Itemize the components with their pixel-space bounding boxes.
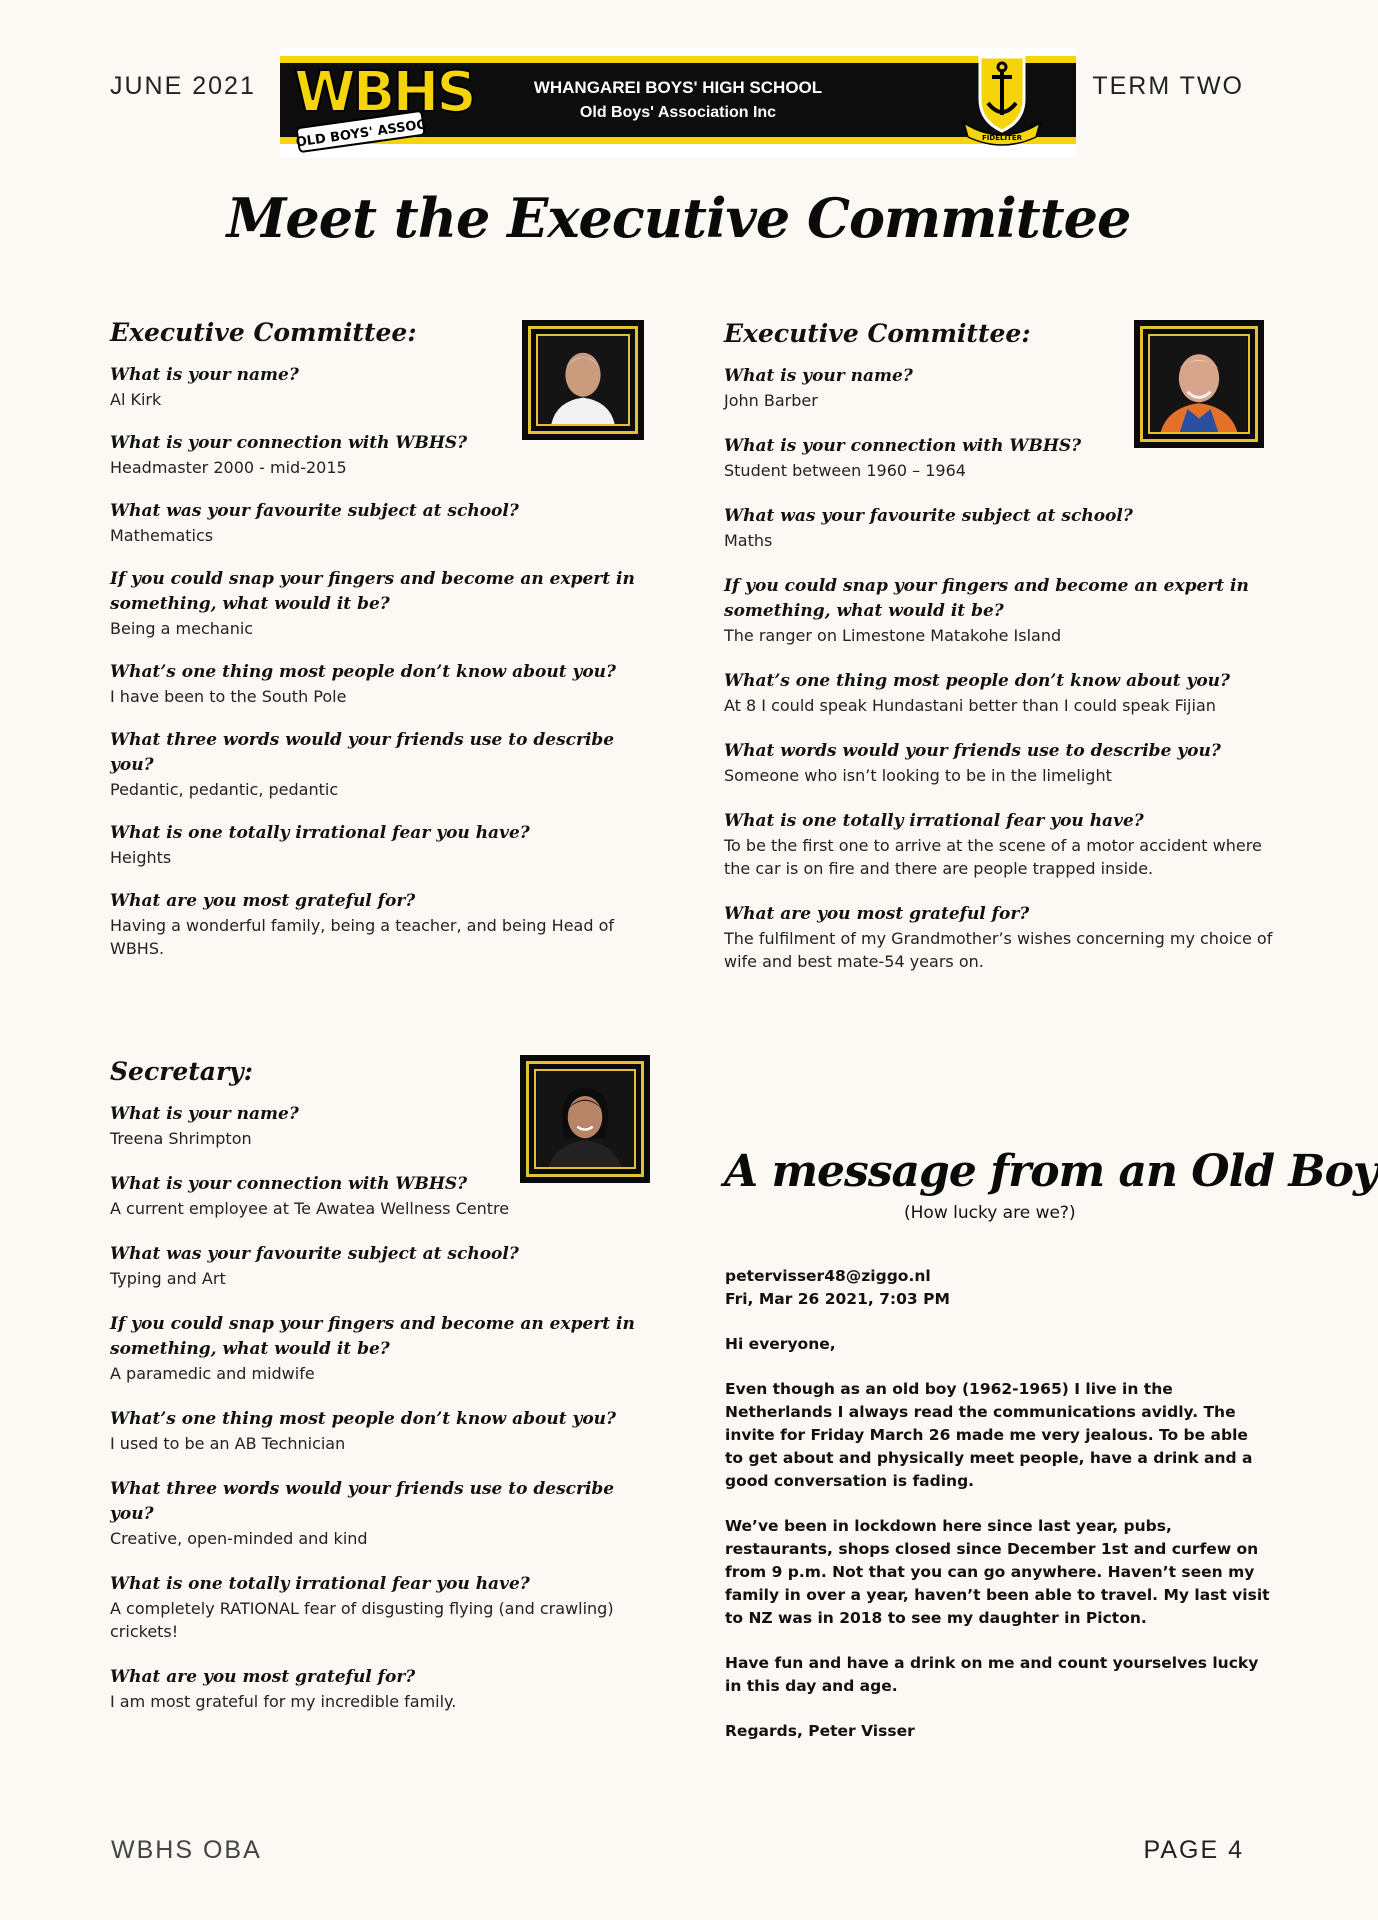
- question: What’s one thing most people don’t know about you?: [724, 671, 1230, 691]
- qa-item: [724, 809, 1274, 880]
- answer: I am most grateful for my incredible family.: [110, 1692, 457, 1711]
- question: What is your connection with WBHS?: [110, 433, 468, 453]
- issue-date: JUNE 2021: [110, 72, 256, 100]
- question: What three words would your friends use to describe you?: [110, 1479, 615, 1524]
- question: What are you most grateful for?: [110, 1667, 416, 1687]
- section-heading: Executive Committee:: [110, 318, 417, 347]
- answer: Typing and Art: [110, 1269, 226, 1288]
- qa-item: [110, 1242, 650, 1290]
- question: What is your name?: [724, 366, 913, 386]
- email-sender: petervisser48@ziggo.nl: [725, 1267, 931, 1285]
- qa-item: [110, 821, 640, 869]
- answer: Heights: [110, 848, 172, 867]
- answer: Mathematics: [110, 526, 214, 545]
- issue-term: TERM TWO: [1092, 72, 1244, 100]
- qa-item: [724, 902, 1274, 973]
- answer: John Barber: [724, 391, 818, 410]
- answer: Al Kirk: [110, 390, 162, 409]
- question: What’s one thing most people don’t know about you?: [110, 1409, 616, 1429]
- crest-motto: FIDELITER: [982, 134, 1022, 142]
- question: What was your favourite subject at school?: [724, 506, 1133, 526]
- email-paragraph: Have fun and have a drink on me and count yourselves lucky in this day and age.: [725, 1654, 1259, 1695]
- question: What words would your friends use to describe you?: [724, 741, 1221, 761]
- answer: Treena Shrimpton: [110, 1129, 252, 1148]
- email-message: [725, 1265, 1270, 1765]
- question: What was your favourite subject at school?: [110, 501, 519, 521]
- answer: Someone who isn’t looking to be in the limelight: [724, 766, 1112, 785]
- email-greeting: Hi everyone,: [725, 1335, 836, 1353]
- answer: Maths: [724, 531, 773, 550]
- logo-text: WBHS: [294, 60, 474, 125]
- answer: To be the first one to arrive at the scene of a motor accident where the car is on fire and there are people trapped inside.: [724, 836, 1262, 878]
- qa-item: [724, 669, 1274, 717]
- answer: The fulfilment of my Grandmother’s wishes concerning my choice of wife and best mate-54 years on.: [724, 929, 1273, 971]
- email-paragraph: We’ve been in lockdown here since last year, pubs, restaurants, shops closed since December 1st and curfew on from 9 p.m. Not that you can go anywhere. Haven’t seen my family in over a year, haven’t been able to travel. My last visit to NZ was in 2018 to see my daughter in Picton.: [725, 1517, 1270, 1627]
- question: If you could snap your fingers and become an expert in something, what would it be?: [110, 569, 635, 614]
- person-photo-icon: [1150, 336, 1248, 432]
- question: What is your connection with WBHS?: [110, 1174, 468, 1194]
- section-heading: Secretary:: [110, 1057, 253, 1086]
- answer: At 8 I could speak Hundastani better than I could speak Fijian: [724, 696, 1216, 715]
- answer: A current employee at Te Awatea Wellness Centre: [110, 1199, 510, 1218]
- question: What is one totally irrational fear you have?: [110, 823, 530, 843]
- portrait-treena-shrimpton: [520, 1055, 650, 1183]
- answer: Having a wonderful family, being a teacher, and being Head of WBHS.: [110, 916, 615, 958]
- question: What is one totally irrational fear you have?: [110, 1574, 530, 1594]
- message-title: A message from an Old Boy: [724, 1146, 1378, 1197]
- question: What is your connection with WBHS?: [724, 436, 1082, 456]
- qa-item: [724, 739, 1274, 787]
- qa-item: [724, 504, 1274, 552]
- page-title: Meet the Executive Committee: [226, 186, 1131, 250]
- qa-item: [110, 660, 640, 708]
- question: What is your name?: [110, 365, 299, 385]
- answer: The ranger on Limestone Matakohe Island: [724, 626, 1062, 645]
- school-crest-icon: [952, 49, 1052, 149]
- question: If you could snap your fingers and become an expert in something, what would it be?: [724, 576, 1249, 621]
- question: What was your favourite subject at school?: [110, 1244, 519, 1264]
- qa-item: [724, 574, 1274, 647]
- qa-item: [110, 1312, 650, 1385]
- qa-item: [110, 567, 640, 640]
- email-date: Fri, Mar 26 2021, 7:03 PM: [725, 1290, 950, 1308]
- email-signoff: Regards, Peter Visser: [725, 1722, 915, 1740]
- banner-school-name: WHANGAREI BOYS' HIGH SCHOOL: [533, 78, 823, 97]
- qa-item: [110, 728, 640, 801]
- page-number: PAGE 4: [1143, 1836, 1244, 1864]
- banner-association-name: Old Boys' Association Inc: [579, 104, 777, 121]
- answer: Headmaster 2000 - mid-2015: [110, 458, 347, 477]
- portrait-john-barber: [1134, 320, 1264, 448]
- question: What’s one thing most people don’t know about you?: [110, 662, 616, 682]
- answer: A paramedic and midwife: [110, 1364, 315, 1383]
- answer: I used to be an AB Technician: [110, 1434, 346, 1453]
- answer: A completely RATIONAL fear of disgusting flying (and crawling) crickets!: [110, 1599, 614, 1641]
- answer: Student between 1960 – 1964: [724, 461, 966, 480]
- message-subtitle: (How lucky are we?): [904, 1203, 1076, 1223]
- question: If you could snap your fingers and become an expert in something, what would it be?: [110, 1314, 635, 1359]
- answer: Creative, open-minded and kind: [110, 1529, 368, 1548]
- qa-item: [110, 499, 640, 547]
- answer: Pedantic, pedantic, pedantic: [110, 780, 339, 799]
- question: What three words would your friends use to describe you?: [110, 730, 615, 775]
- qa-item: [110, 1407, 650, 1455]
- question: What is one totally irrational fear you have?: [724, 811, 1144, 831]
- question: What are you most grateful for?: [110, 891, 416, 911]
- qa-item: [110, 1665, 650, 1713]
- logo-ribbon: OLD BOYS' ASSOC: [294, 117, 427, 151]
- answer: Being a mechanic: [110, 619, 254, 638]
- footer-org: WBHS OBA: [111, 1836, 262, 1864]
- section-heading: Executive Committee:: [724, 319, 1031, 348]
- person-photo-icon: [536, 1071, 634, 1167]
- person-photo-icon: [538, 336, 628, 424]
- portrait-al-kirk: [522, 320, 644, 440]
- qa-item: [110, 1572, 650, 1643]
- email-paragraph: Even though as an old boy (1962-1965) I live in the Netherlands I always read the communications avidly. The invite for Friday March 26 made me very jealous. To be able to get about and physically meet people, have a drink and a good conversation is fading.: [725, 1380, 1253, 1490]
- qa-item: [110, 1477, 650, 1550]
- question: What are you most grateful for?: [724, 904, 1030, 924]
- answer: I have been to the South Pole: [110, 687, 347, 706]
- header-banner: [280, 48, 1076, 158]
- question: What is your name?: [110, 1104, 299, 1124]
- qa-item: [110, 889, 640, 960]
